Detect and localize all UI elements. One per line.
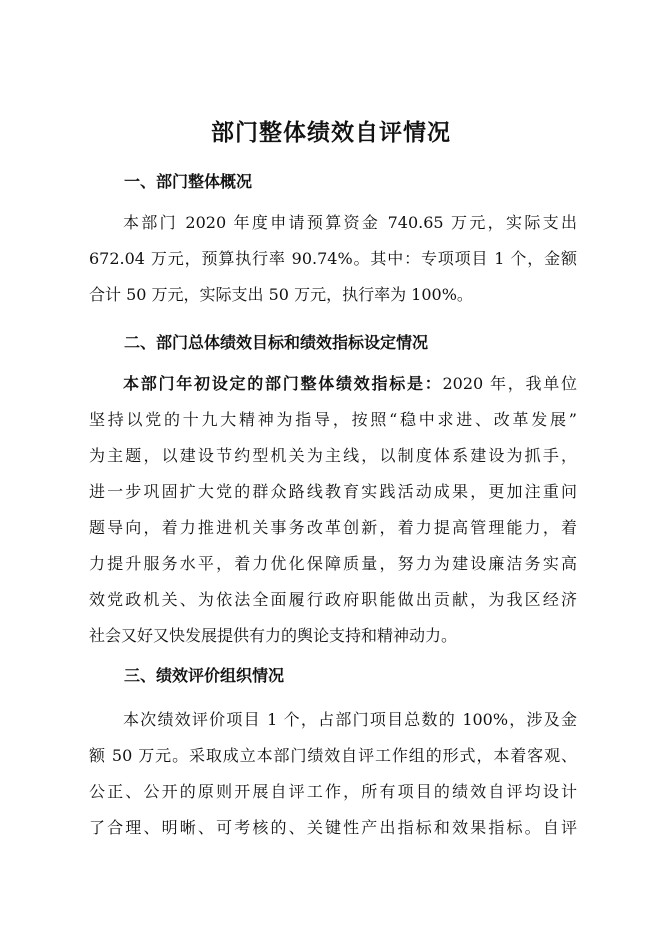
paragraph-line: 效党政机关、为依法全面履行政府职能做出贡献，为我区经济	[89, 590, 577, 609]
page-title: 部门整体绩效自评情况	[211, 120, 451, 146]
paragraph-line: 力提升服务水平，着力优化保障质量，努力为建设廉洁务实高	[89, 554, 577, 573]
paragraph-lead-text: 本部门年初设定的部门整体绩效指标是：	[123, 374, 443, 393]
paragraph-line: 合计 50 万元，实际支出 50 万元，执行率为 100%。	[89, 285, 473, 304]
paragraph-line: 本次绩效评价项目 1 个，占部门项目总数的 100%，涉及金	[123, 710, 577, 729]
paragraph-line: 进一步巩固扩大党的群众路线教育实践活动成果，更加注重问	[89, 482, 577, 501]
section-heading-targets: 二、部门总体绩效目标和绩效指标设定情况	[124, 333, 429, 352]
paragraph-line: 题导向，着力推进机关事务改革创新，着力提高管理能力，着	[89, 518, 577, 537]
section-heading-overview: 一、部门整体概况	[124, 172, 253, 191]
paragraph-line: 社会又好又快发展提供有力的舆论支持和精神动力。	[89, 626, 458, 645]
section-paragraph-targets	[89, 366, 577, 654]
section-paragraph-overview	[89, 205, 577, 313]
paragraph-line	[89, 366, 577, 402]
paragraph-line: 了合理、明晰、可考核的、关键性产出指标和效果指标。自评	[89, 818, 577, 837]
section-heading-evaluation: 三、绩效评价组织情况	[124, 666, 285, 685]
paragraph-line: 公正、公开的原则开展自评工作，所有项目的绩效自评均设计	[89, 782, 577, 801]
paragraph-line: 本部门 2020 年度申请预算资金 740.65 万元，实际支出	[123, 213, 577, 232]
paragraph-line: 额 50 万元。采取成立本部门绩效自评工作组的形式，本着客观、	[89, 746, 577, 765]
paragraph-line: 为主题，以建设节约型机关为主线，以制度体系建设为抓手，	[89, 446, 577, 465]
paragraph-line: 672.04 万元，预算执行率 90.74%。其中：专项项目 1 个，金额	[89, 249, 577, 268]
section-paragraph-evaluation	[89, 702, 577, 846]
paragraph-line: 坚持以党的十九大精神为指导，按照“稳中求进、改革发展”	[89, 410, 577, 429]
paragraph-line-rest: 2020 年，我单位	[442, 374, 577, 393]
